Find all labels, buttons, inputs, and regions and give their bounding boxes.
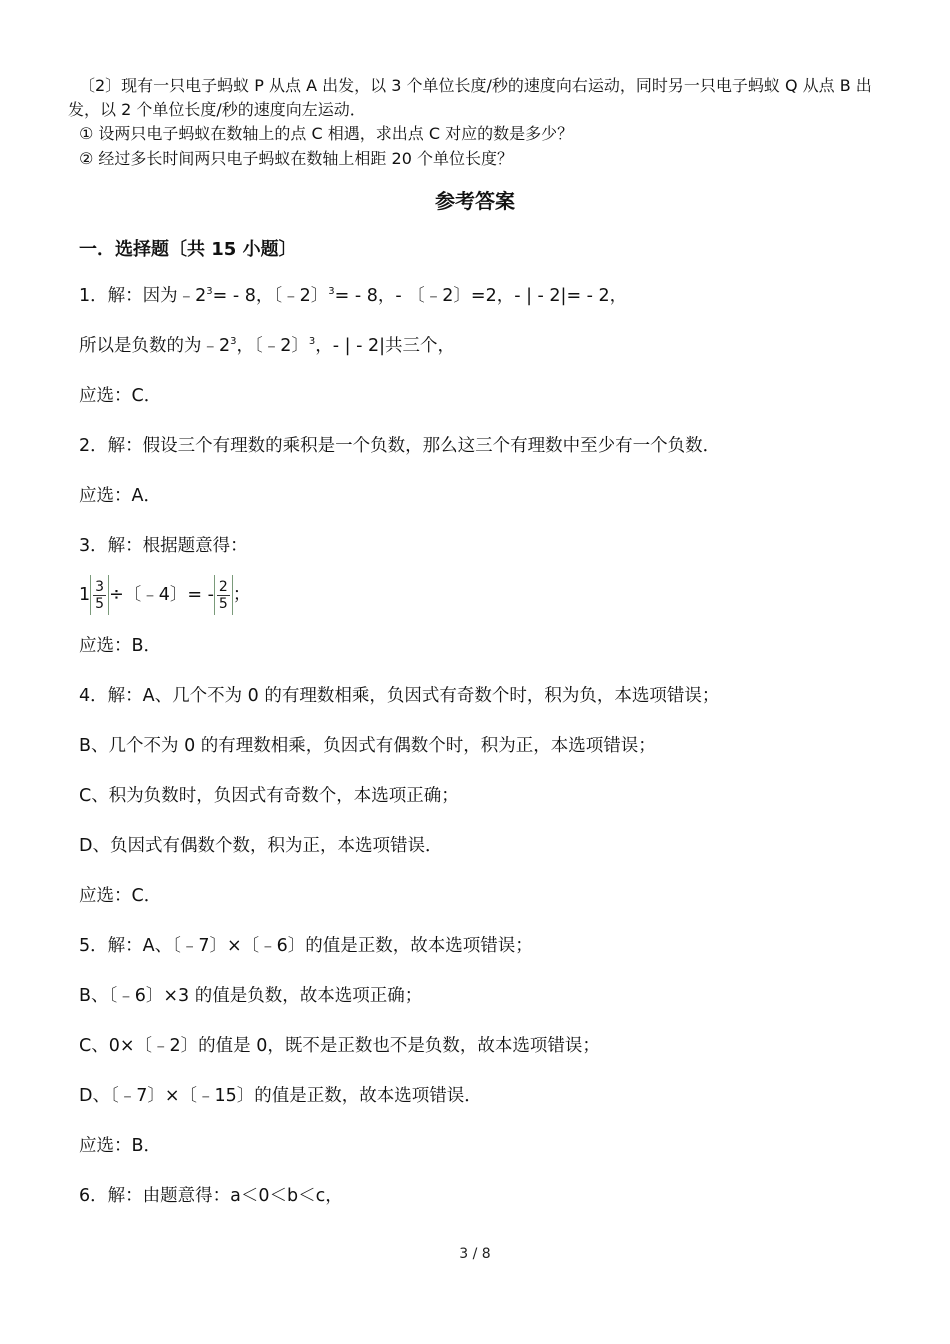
answer-4-option-a: 4．解：A、几个不为 0 的有理数相乘，负因式有奇数个时，积为负，本选项错误； — [79, 686, 720, 706]
answer-1-choice: 应选：C． — [79, 386, 162, 406]
problem-question-2: ② 经过多长时间两只电子蚂蚁在数轴上相距 20 个单位长度？ — [79, 149, 513, 168]
answer-1-part-2: = - 8，〔﹣2〕 — [212, 286, 329, 306]
answers-title: 参考答案 — [435, 189, 515, 213]
exponent: 3 — [230, 336, 237, 347]
answer-1-line-1 — [79, 285, 627, 307]
page-number: 3 / 8 — [459, 1246, 491, 1262]
answer-1-l2-b: ，〔﹣2〕 — [236, 336, 309, 356]
answer-5-option-a: 5．解：A、〔﹣7〕×〔﹣6〕的值是正数，故本选项错误； — [79, 936, 533, 956]
fraction-box — [90, 575, 109, 615]
answer-4-option-c: C、积为负数时，负因式有奇数个，本选项正确； — [79, 786, 459, 806]
exponent: 3 — [206, 286, 213, 297]
section-title: 一．选择题〔共 15 小题〕 — [79, 239, 297, 260]
answer-3-end: ； — [232, 585, 251, 605]
answer-1-line-2 — [79, 335, 455, 357]
answer-4-choice: 应选：C． — [79, 886, 162, 906]
answer-5-option-b: B、〔﹣6〕×3 的值是负数，故本选项正确； — [79, 986, 423, 1006]
fraction-2-5 — [217, 579, 230, 612]
answer-3-text: 3．解：根据题意得： — [79, 536, 248, 556]
answer-1-l2-c: ，- | - 2|共三个， — [315, 336, 456, 356]
answer-5-choice: 应选：B． — [79, 1136, 162, 1156]
fraction-3-5 — [93, 579, 106, 612]
fraction-numerator: 3 — [95, 578, 105, 595]
mixed-number-whole: 1 — [79, 585, 91, 605]
answer-5-option-d: D、〔﹣7〕×〔﹣15〕的值是正数，故本选项错误． — [79, 1086, 482, 1106]
answer-6-text: 6．解：由题意得：a＜0＜b＜c， — [79, 1186, 343, 1206]
answer-1-part-3: = - 8，- 〔﹣2〕=2，- | - 2|= - 2， — [334, 286, 628, 306]
answer-2-choice: 应选：A． — [79, 486, 161, 506]
fraction-denominator: 5 — [95, 595, 105, 612]
exponent: 3 — [308, 336, 316, 347]
fraction-denominator: 5 — [218, 595, 228, 612]
answer-1-part-1: 1．解：因为﹣2 — [79, 286, 207, 306]
answer-3-formula — [79, 575, 250, 615]
fraction-box — [214, 575, 233, 615]
answer-4-option-d: D、负因式有偶数个数，积为正，本选项错误． — [79, 836, 443, 856]
answer-3-mid: ÷〔﹣4〕= - — [109, 585, 214, 605]
answer-3-choice: 应选：B． — [79, 636, 162, 656]
problem-part2-line1: 〔2〕现有一只电子蚂蚁 P 从点 A 出发，以 3 个单位长度/秒的速度向右运动，同时另一只电子蚂蚁 Q 从点 B 出 — [79, 76, 872, 95]
exponent: 3 — [328, 286, 335, 297]
answer-1-l2-a: 所以是负数的为﹣2 — [79, 336, 231, 356]
answer-4-option-b: B、几个不为 0 的有理数相乘，负因式有偶数个时，积为正，本选项错误； — [79, 736, 656, 756]
answer-2-text: 2．解：假设三个有理数的乘积是一个负数，那么这三个有理数中至少有一个负数． — [79, 436, 721, 456]
problem-part2-line2: 发，以 2 个单位长度/秒的速度向左运动． — [68, 100, 366, 119]
problem-question-1: ① 设两只电子蚂蚁在数轴上的点 C 相遇，求出点 C 对应的数是多少？ — [79, 124, 574, 143]
answer-5-option-c: C、0×〔﹣2〕的值是 0，既不是正数也不是负数，故本选项错误； — [79, 1036, 600, 1056]
fraction-numerator: 2 — [218, 578, 228, 595]
